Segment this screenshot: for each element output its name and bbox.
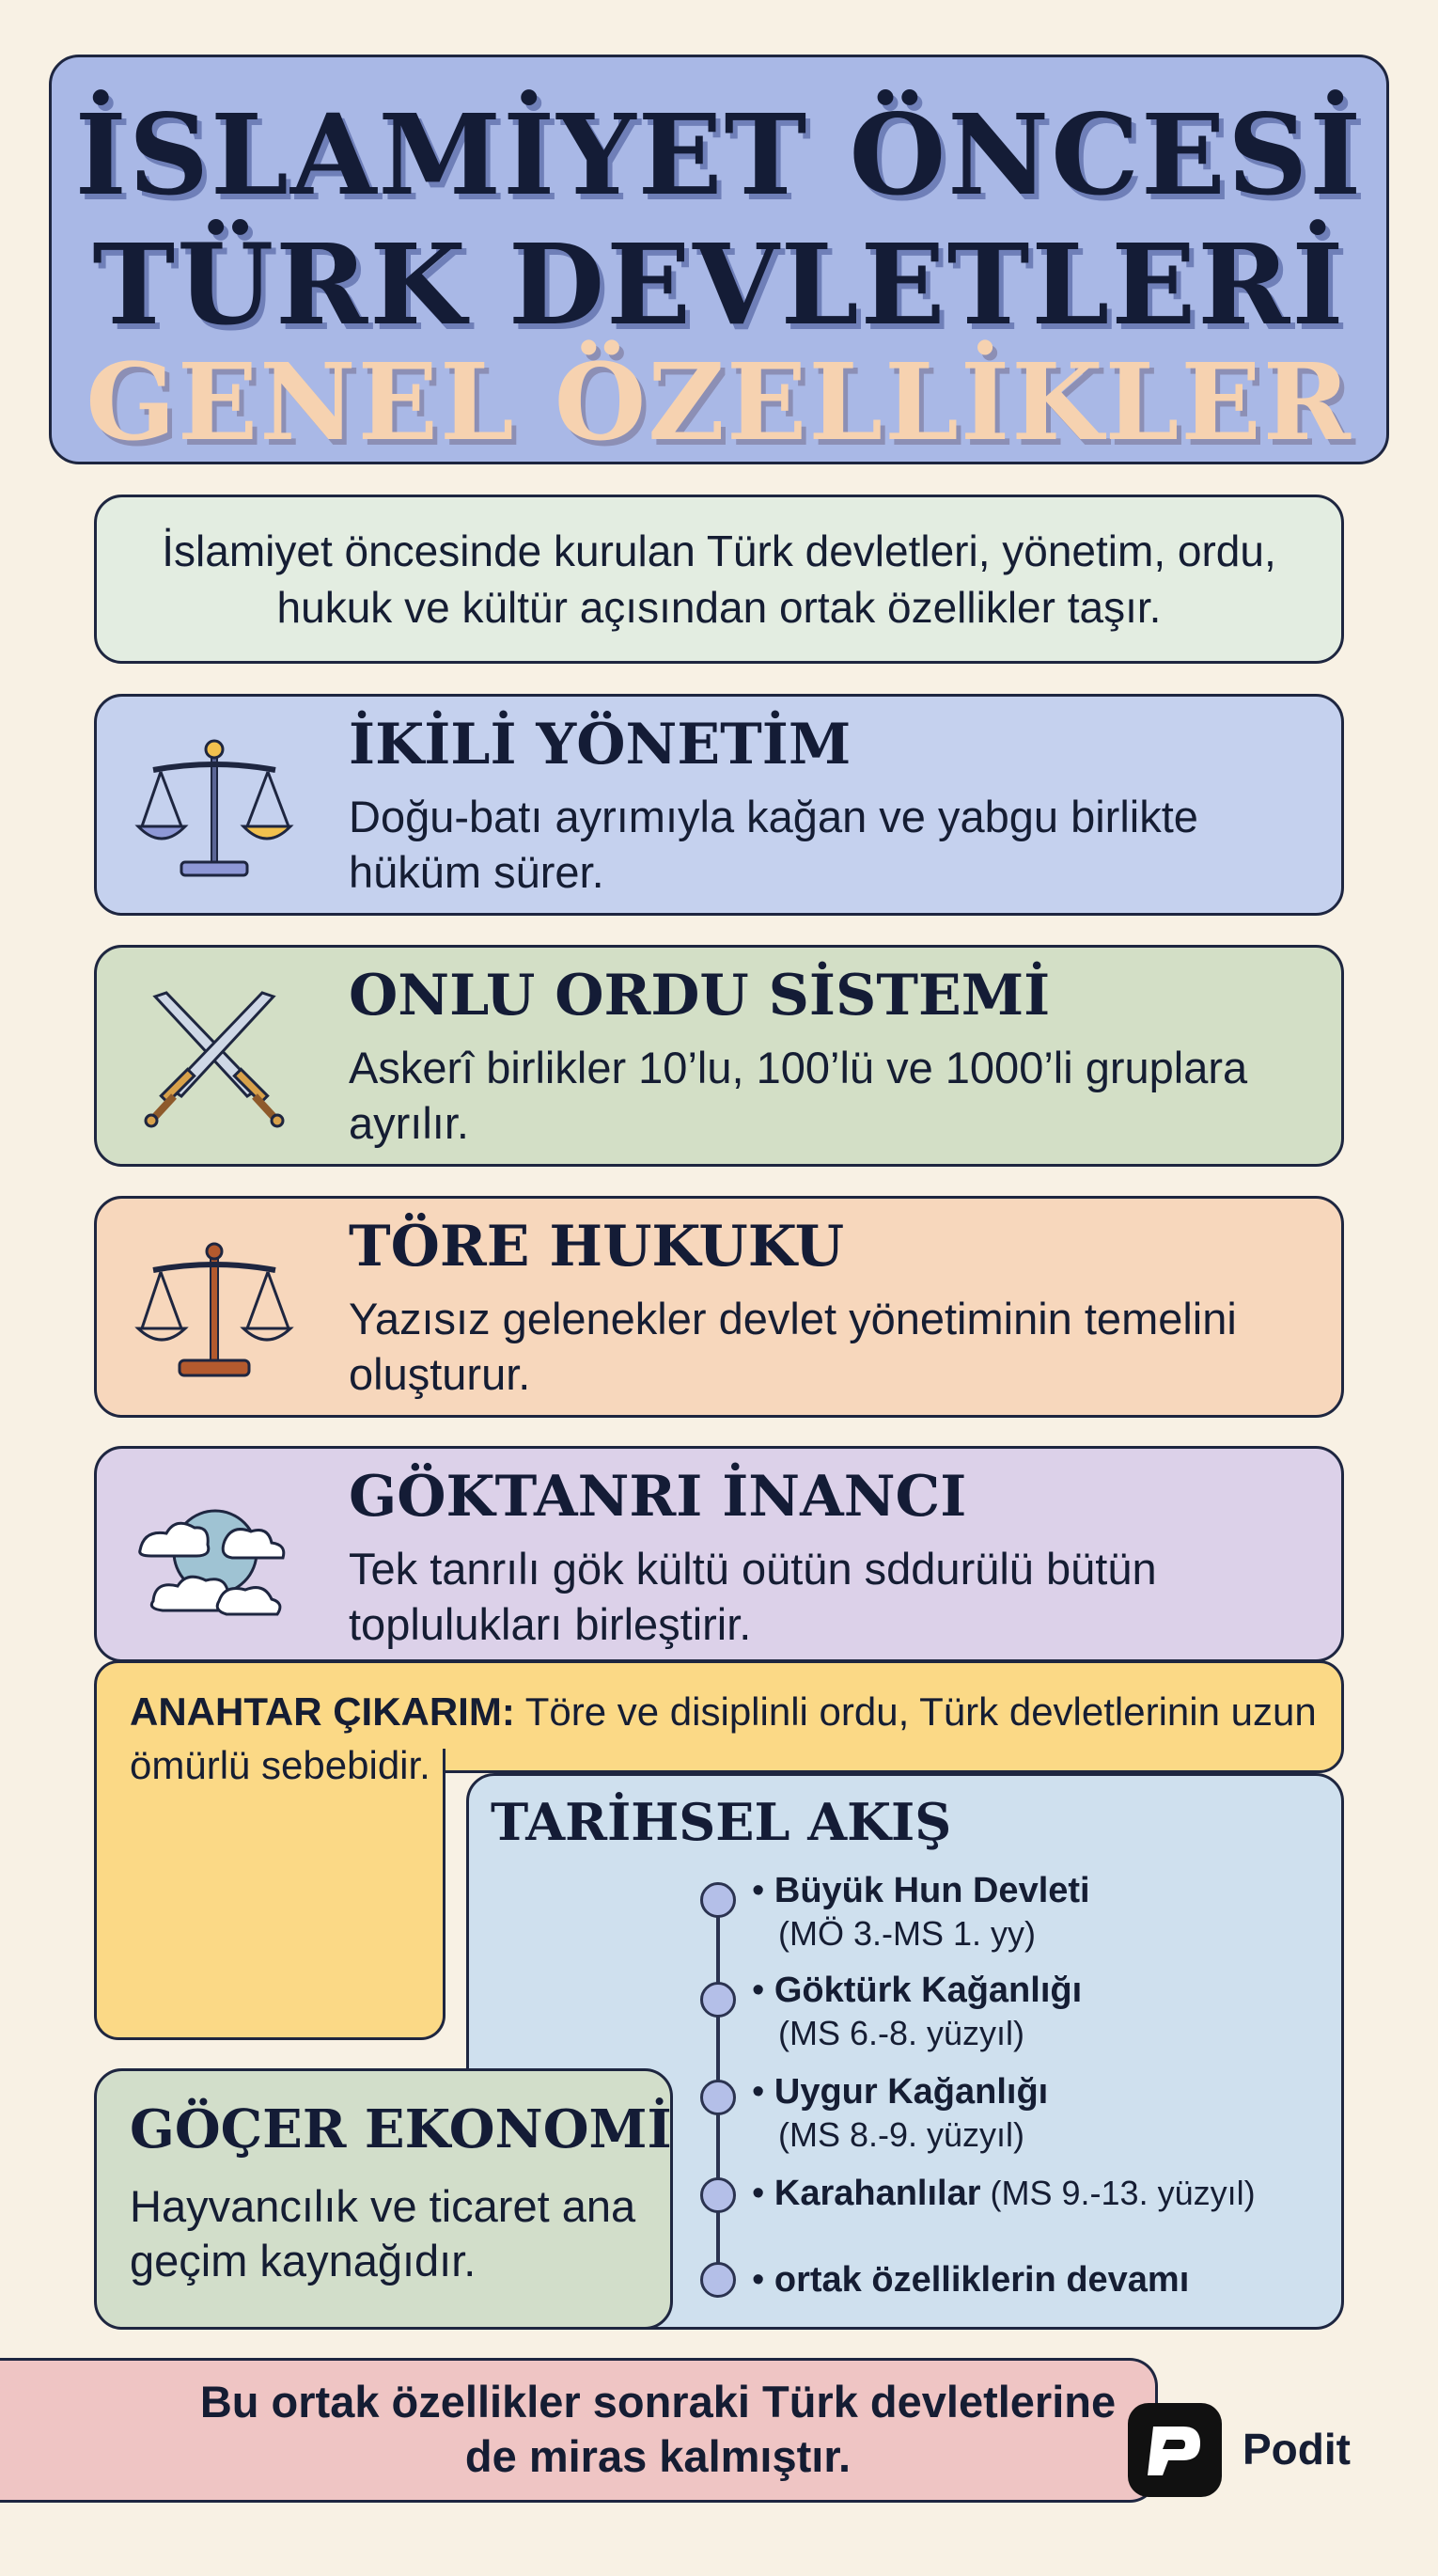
podit-logo-glyph <box>1142 2417 1208 2483</box>
feature-card-army <box>94 945 1344 1167</box>
feature-title: İKİLİ YÖNETİM <box>349 712 852 778</box>
timeline-item-name: Göktürk Kağanlığı <box>774 1971 1083 2010</box>
feature-card-dual-rule <box>94 694 1344 916</box>
timeline-item: • Uygur Kağanlığı (MS 8.-9. yüzyıl) <box>752 2070 1335 2157</box>
timeline-dot <box>700 2080 736 2115</box>
timeline-item: • ortak özelliklerin devamı <box>752 2260 1190 2300</box>
timeline-title: TARİHSEL AKIŞ <box>491 1792 952 1852</box>
feature-description: Tek tanrılı gök kültü oütün sddurülü bütün toplulukları birleştirir. <box>349 1544 1157 1649</box>
feature-title: TÖRE HUKUKU <box>349 1214 845 1280</box>
timeline-item-period: (MÖ 3.-MS 1. yy) <box>778 1914 1037 1953</box>
feature-title: GÖKTANRI İNANCI <box>349 1464 967 1530</box>
feature-title: ONLU ORDU SİSTEMİ <box>349 963 1051 1029</box>
timeline-dot <box>700 2262 736 2298</box>
timeline-item-name: Büyük Hun Devleti <box>774 1871 1090 1910</box>
economy-title: GÖÇER EKONOMİ <box>130 2098 672 2160</box>
economy-description: Hayvancılık ve ticaret ana geçim kaynağıdır. <box>130 2181 636 2285</box>
timeline-item-period: (MS 8.-9. yüzyıl) <box>778 2115 1025 2154</box>
feature-description: Doğu-batı ayrımıyla kağan ve yabgu birlikte hüküm sürer. <box>349 792 1198 897</box>
timeline-item-period: (MS 9.-13. yüzyıl) <box>980 2174 1256 2212</box>
title-line-3: GENEL ÖZELLİKLER <box>86 341 1352 464</box>
timeline-dot <box>700 2177 736 2213</box>
key-takeaway-label: ANAHTAR ÇIKARIM: <box>130 1689 515 1734</box>
intro-card <box>94 495 1344 664</box>
timeline-item: • Karahanlılar (MS 9.-13. yüzyıl) <box>752 2174 1256 2213</box>
timeline-item-name: Karahanlılar <box>774 2174 981 2213</box>
title-line-1: İSLAMİYET ÖNCESİ <box>74 89 1364 220</box>
balance-scale-icon <box>134 732 294 883</box>
key-takeaway-body: Töre ve disiplinli ordu, Türk devletlerinin uzun ömürlü sebebidir. <box>130 1689 1317 1787</box>
intro-text: İslamiyet öncesinde kurulan Türk devletleri, yönetim, ordu, hukuk ve kültür açısından ortak özellikler taşır. <box>162 526 1276 632</box>
timeline-dot <box>700 1882 736 1918</box>
key-takeaway-card-lower <box>94 1749 445 2040</box>
timeline-item-name: ortak özelliklerin devamı <box>774 2260 1190 2300</box>
feature-description: Yazısız gelenekler devlet yönetiminin temelini oluşturur. <box>349 1294 1237 1399</box>
timeline-item-period: (MS 6.-8. yüzyıl) <box>778 2014 1025 2052</box>
feature-card-belief <box>94 1446 1344 1662</box>
scales-of-justice-icon <box>134 1234 294 1385</box>
title-banner <box>49 55 1389 464</box>
sky-clouds-icon <box>134 1484 294 1635</box>
feature-description: Askerî birlikler 10’lu, 100’lü ve 1000’li gruplara ayrılır. <box>349 1043 1248 1148</box>
feature-card-law <box>94 1196 1344 1418</box>
timeline-item: • Göktürk Kağanlığı (MS 6.-8. yüzyıl) <box>752 1969 1335 2055</box>
title-line-2: TÜRK DEVLETLERİ <box>92 219 1346 350</box>
brand-name: Podit <box>1243 2425 1351 2474</box>
podit-logo-icon <box>1128 2403 1222 2497</box>
timeline-dot <box>700 1982 736 2018</box>
footer-text: Bu ortak özellikler sonraki Türk devletlerine de miras kalmıştır. <box>199 2377 1117 2481</box>
timeline-item-name: Uygur Kağanlığı <box>774 2072 1049 2112</box>
crossed-swords-icon <box>134 983 294 1134</box>
timeline-item: • Büyük Hun Devleti (MÖ 3.-MS 1. yy) <box>752 1869 1335 1956</box>
